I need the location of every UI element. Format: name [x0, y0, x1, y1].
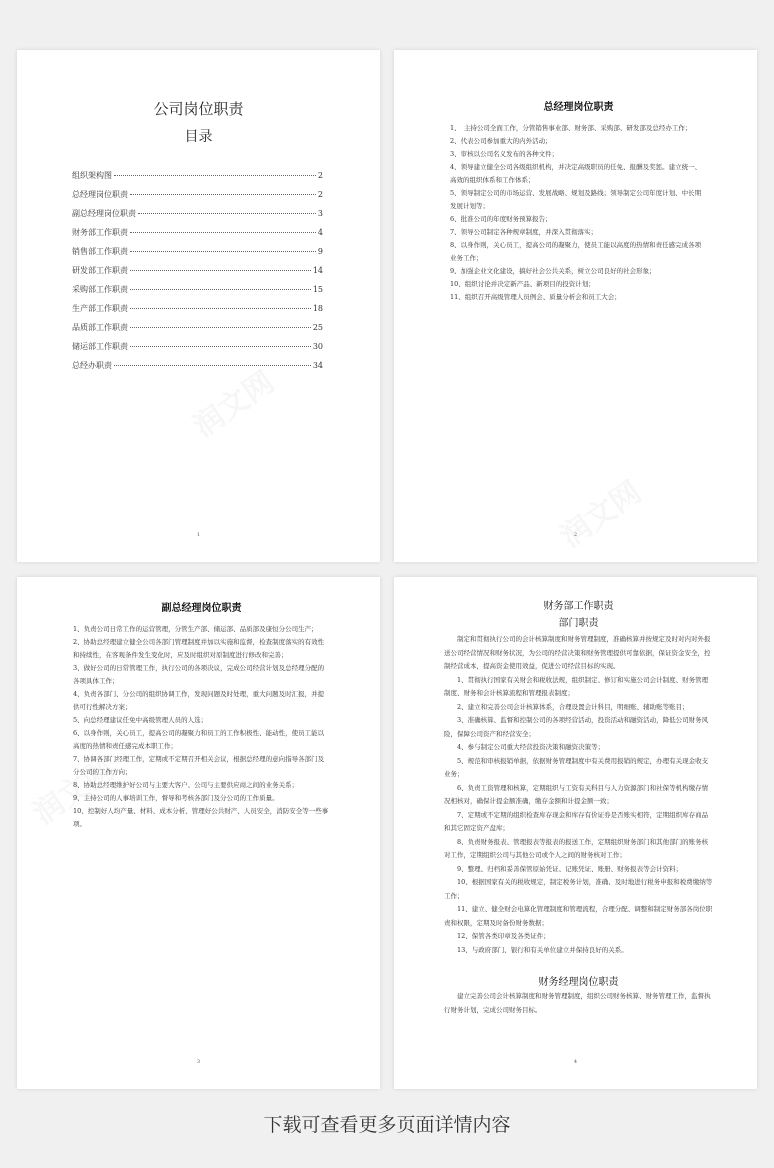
toc-leader-dots — [130, 289, 311, 290]
toc-entry[interactable] — [72, 284, 323, 303]
toc-leader-dots — [114, 365, 311, 366]
toc-entry-page: 34 — [312, 361, 323, 370]
document-page-3 — [17, 577, 380, 1089]
duty-item: 5、规范和审核报销单据，依据财务管理制度中有关费用报销的规定，办理有关现金收支业务； — [444, 756, 709, 778]
page-number: 2 — [573, 532, 578, 538]
toc-entry-page: 4 — [317, 228, 323, 237]
toc-entry-page: 2 — [317, 171, 323, 180]
section-title: 副总经理岗位职责 — [161, 603, 242, 614]
toc-entry[interactable] — [72, 170, 323, 189]
toc-entry-page: 9 — [317, 247, 323, 256]
toc-entry-label: 组织架构图 — [72, 171, 112, 180]
section-title: 财务部工作职责 — [543, 601, 614, 612]
watermark — [550, 468, 649, 556]
toc-entry-label: 品质部工作职责 — [72, 323, 128, 332]
toc-leader-dots — [130, 232, 316, 233]
table-of-contents — [72, 170, 323, 379]
duty-item: 13、与政府部门、银行和有关单位建立并保持良好的关系。 — [457, 945, 628, 954]
toc-entry[interactable] — [72, 322, 323, 341]
duty-item: 9、整理、归档和妥善保管原始凭证、记账凭证、账册、财务报表等会计资料； — [457, 864, 683, 873]
toc-entry[interactable] — [72, 208, 323, 227]
duty-item: 2、建立和完善公司会计核算体系，合理设置会计科目，明细账、辅助账等账目； — [457, 702, 689, 711]
toc-entry[interactable] — [72, 227, 323, 246]
section-title: 总经理岗位职责 — [543, 102, 614, 113]
toc-heading: 目录 — [184, 129, 213, 145]
duty-item: 5、向总经理建议任免中高级管理人员的人选； — [73, 716, 208, 724]
duty-item: 11、组织召开高级管理人员例会、质量分析会和员工大会； — [450, 293, 621, 301]
toc-entry-page: 18 — [312, 304, 323, 313]
intro-paragraph-2: 建立完善公司会计核算制度和财务管理制度，组织公司财务核算、财务管理工作，监督执行财务计划，完成公司财务目标。 — [444, 992, 711, 1014]
toc-entry-label: 销售部工作职责 — [72, 247, 128, 256]
download-prompt[interactable]: 下载可查看更多页面详情内容 — [263, 1114, 511, 1136]
document-page-2 — [394, 50, 757, 562]
page-number: 3 — [196, 1059, 201, 1065]
toc-entry[interactable] — [72, 189, 323, 208]
toc-entry[interactable] — [72, 303, 323, 322]
duty-item: 10、组织讨论并决定新产品、新项目的投资计划； — [450, 280, 595, 288]
duty-item: 8、协助总经理维护好公司与主要大客户、公司与主要供应商之间的业务关系； — [73, 781, 299, 789]
duty-list — [444, 674, 713, 958]
duty-item: 7、协调各部门经理工作，定期或不定期召开相关会议，根据总经理的意向指导各部门及分公司的工作方向； — [73, 755, 325, 776]
toc-entry-label: 总经办职责 — [72, 361, 112, 370]
document-page-4 — [394, 577, 757, 1089]
duty-list — [450, 122, 707, 304]
section-title-2: 财务经理岗位职责 — [538, 977, 619, 988]
duty-item: 12、保管各类印章及各类证件； — [457, 932, 550, 940]
toc-entry[interactable] — [72, 360, 323, 379]
toc-leader-dots — [130, 327, 311, 328]
duty-item: 9、主持公司的人事培训工作，督导和考核各部门及分公司的工作质量。 — [73, 794, 279, 802]
section-subtitle: 部门职责 — [558, 618, 599, 629]
toc-leader-dots — [130, 308, 311, 309]
duty-item: 6、批准公司的年度财务预算报告； — [450, 215, 552, 223]
toc-entry-label: 研发部工作职责 — [72, 266, 128, 275]
page-number: 4 — [573, 1059, 578, 1065]
toc-leader-dots — [114, 175, 316, 176]
toc-leader-dots — [130, 346, 311, 347]
duty-item: 1、负责公司日常工作的运营管理，分管生产部、储运部、品质部及康恒分公司生产； — [73, 625, 318, 633]
toc-entry-label: 储运部工作职责 — [72, 342, 128, 351]
duty-item: 10、控制好人均产量、材料、成本分析、管理好公共财产、人员安全，消防安全等一些事项。 — [73, 807, 329, 828]
duty-item: 1、 主持公司全面工作，分管销售事业部、财务部、采购部、研发部及总经办工作； — [450, 124, 692, 132]
duty-item: 2、协助总经理建立健全公司各部门管理制度并加以实施和监督，检查制度落实的有效性和持续性，在客观条件发生变化时，应及时组织对原制度进行修改和完善； — [73, 638, 325, 659]
toc-leader-dots — [130, 194, 316, 195]
duty-item: 7、定期或不定期的组织检查库存现金和库存有价证券是否账实相符，定期组织库存商品和其它固定资产盘库； — [444, 810, 709, 832]
duty-item: 6、以身作则，关心员工，提高公司的凝聚力和员工的工作积极性、能动性，使员工能以高度的热情和责任感完成本职工作； — [73, 729, 325, 750]
duty-item: 10、根据国家有关的税收规定，制定税务计划，准确、及时地进行税务申报和税费缴纳等工作； — [444, 878, 713, 900]
toc-entry[interactable] — [72, 341, 323, 360]
intro-paragraph: 制定和贯彻执行公司的会计核算制度和财务管理制度，准确核算并按规定及时对内对外报送公司经营情况和财务状况，为公司的经营决策和财务管理提供可靠依据，保证资金安全，控制经营成本，提高资金使用效益，促进公司经营目标的实现。 — [444, 635, 711, 670]
duty-item: 9、加强企业文化建设，搞好社会公共关系，树立公司良好的社会形象； — [450, 267, 656, 275]
toc-leader-dots — [138, 213, 316, 214]
duty-item: 11、建立、健全财会电算化管理制度和管理流程，合理分配、调整和制定财务部各岗位职责和权限，定期及时备份财务数据； — [444, 905, 713, 927]
toc-entry-label: 采购部工作职责 — [72, 285, 128, 294]
toc-entry[interactable] — [72, 246, 323, 265]
toc-entry[interactable] — [72, 265, 323, 284]
toc-entry-page: 15 — [312, 285, 323, 294]
toc-entry-label: 财务部工作职责 — [72, 228, 128, 237]
document-page-1 — [17, 50, 380, 562]
duty-item: 1、贯彻执行国家有关财会和税收法规，组织制定、修订和实施公司会计制度、财务管理制度、财务和会计核算流程和管理报表制度； — [444, 675, 709, 697]
toc-entry-page: 3 — [317, 209, 323, 218]
duty-item: 3、做好公司的日常管理工作，执行公司的各项决议，完成公司经营计划及总经理分配的各项具体工作； — [73, 664, 325, 685]
toc-entry-page: 14 — [312, 266, 323, 275]
duty-item: 7、领导公司制定各种规章制度，并深入贯彻落实； — [450, 228, 598, 236]
duty-item: 6、负责工资管理和核算，定期组织与工资有关科目与人力资源部门和社保等机构缴存情况相核对，确保计提金额准确，缴存金额和计提金额一致； — [444, 783, 709, 805]
toc-entry-page: 25 — [312, 323, 323, 332]
toc-entry-label: 副总经理岗位职责 — [72, 209, 136, 218]
duty-item: 4、负责各部门、分公司的组织协调工作，发现问题及时处理，重大问题及时汇报，并提供可行性解决方案； — [73, 690, 325, 711]
toc-entry-label: 总经理岗位职责 — [72, 190, 128, 199]
toc-entry-page: 30 — [312, 342, 323, 351]
page-number: 1 — [196, 532, 201, 538]
duty-item: 4、领导建立健全公司各级组织机构，并决定高级职员的任免、报酬及奖惩。建立统一、高效的组织体系和工作体系； — [450, 163, 702, 184]
duty-item: 4、参与制定公司重大经营投资决策和融资决策等； — [457, 743, 605, 751]
duty-item: 3、审核以公司名义发布的各种文件； — [450, 150, 559, 158]
duty-item: 8、负责财务报表、管理报表等报表的报送工作，定期组织财务部门和其他部门的账务核对工作，定期组织公司与其他公司或个人之间的财务核对工作； — [444, 837, 709, 859]
duty-item: 3、准确核算、监督和控制公司的各项经营活动，投资活动和融资活动，降低公司财务风险，保障公司资产和经营安全； — [444, 716, 709, 738]
duty-list — [73, 623, 330, 831]
duty-item: 8、以身作则，关心员工，提高公司的凝聚力，使员工能以高度的热情和责任感完成各项业务工作； — [450, 241, 702, 262]
toc-leader-dots — [130, 251, 316, 252]
duty-item: 5、领导制定公司的市场运营、发展战略、规划及路线；领导制定公司年度计划、中长期发展计划等； — [450, 189, 702, 210]
duty-item: 2、代表公司参加重大的内外活动； — [450, 137, 552, 145]
document-title: 公司岗位职责 — [153, 100, 244, 118]
toc-entry-page: 2 — [317, 190, 323, 199]
toc-entry-label: 生产部工作职责 — [72, 304, 128, 313]
toc-leader-dots — [130, 270, 311, 271]
